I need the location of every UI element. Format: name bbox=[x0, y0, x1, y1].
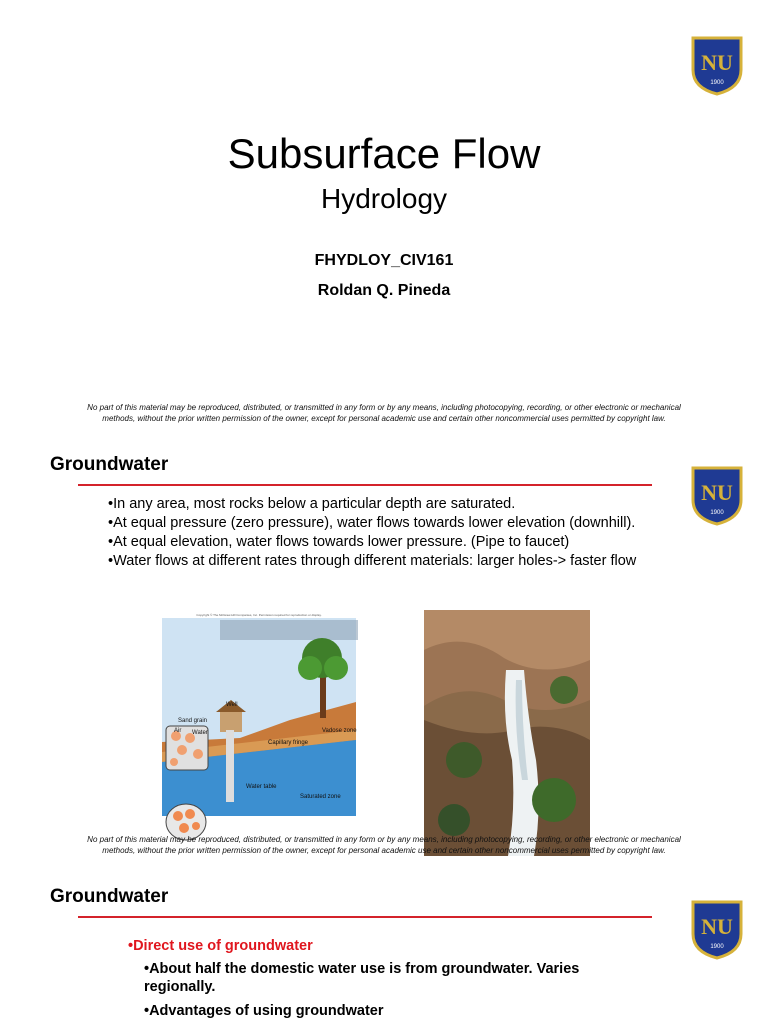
svg-text:Capillary fringe: Capillary fringe bbox=[268, 740, 309, 746]
university-logo-icon bbox=[689, 34, 745, 96]
slide-title: Subsurface Flow bbox=[227, 130, 541, 177]
svg-text:1900: 1900 bbox=[710, 510, 724, 516]
svg-text:NU: NU bbox=[701, 50, 733, 75]
course-code: FHYDLOY_CIV161 bbox=[314, 252, 454, 269]
list-item: •Water flows at different rates through different materials: larger holes-> faster flow bbox=[108, 553, 637, 569]
list-item: •In any area, most rocks below a particular depth are saturated. bbox=[108, 496, 516, 512]
svg-text:Water: Water bbox=[192, 730, 208, 736]
disclaimer-line: methods, without the prior written permission of the owner, except for personal academic use and certain other noncommercial uses permitted by copyright law. bbox=[102, 846, 666, 855]
svg-text:Sand grain: Sand grain bbox=[178, 718, 208, 724]
divider bbox=[78, 484, 652, 486]
divider bbox=[78, 916, 652, 918]
bullet-list bbox=[108, 497, 648, 573]
groundwater-uses-slide bbox=[0, 860, 768, 1024]
svg-text:Copyright © The McGraw-Hill Co: Copyright © The McGraw-Hill Companies, Inc. Permission required for reproduction or display. bbox=[196, 613, 322, 617]
title-slide bbox=[0, 0, 768, 440]
svg-text:NU: NU bbox=[701, 914, 733, 939]
copyright-disclaimer bbox=[50, 834, 718, 856]
waterfall-photo bbox=[424, 610, 590, 856]
groundwater-slide bbox=[0, 440, 768, 860]
svg-text:Well: Well bbox=[226, 702, 238, 708]
list-item: •About half the domestic water use is from groundwater. Varies regionally. bbox=[144, 961, 580, 995]
university-logo-icon bbox=[689, 464, 745, 526]
disclaimer-line: methods, without the prior written permission of the owner, except for personal academic use and certain other noncommercial uses permitted by copyright law. bbox=[102, 414, 666, 423]
svg-text:Air: Air bbox=[174, 728, 182, 734]
slide-subtitle: Hydrology bbox=[320, 183, 448, 214]
svg-text:Vadose zone: Vadose zone bbox=[322, 728, 357, 734]
list-item: •At equal pressure (zero pressure), water flows towards lower elevation (downhill). bbox=[108, 515, 636, 531]
university-logo-icon bbox=[689, 898, 745, 960]
svg-text:NU: NU bbox=[701, 480, 733, 505]
bullet-heading: •Direct use of groundwater bbox=[128, 938, 313, 954]
disclaimer-line: No part of this material may be reproduced, distributed, or transmitted in any form or by any means, including photocopying, recording, or other electronic or mechanical bbox=[87, 835, 681, 844]
svg-text:Water table: Water table bbox=[246, 784, 277, 790]
list-item: •At equal elevation, water flows towards lower pressure. (Pipe to faucet) bbox=[108, 534, 570, 550]
groundwater-diagram bbox=[160, 612, 358, 842]
author-name: Roldan Q. Pineda bbox=[317, 282, 451, 299]
svg-text:1900: 1900 bbox=[710, 944, 724, 950]
disclaimer-line: No part of this material may be reproduced, distributed, or transmitted in any form or by any means, including photocopying, recording, or other electronic or mechanical bbox=[87, 403, 681, 412]
section-heading: Groundwater bbox=[50, 886, 169, 907]
copyright-disclaimer bbox=[50, 402, 718, 424]
svg-text:1900: 1900 bbox=[710, 80, 724, 86]
list-item: •Advantages of using groundwater bbox=[144, 1003, 384, 1019]
section-heading: Groundwater bbox=[50, 454, 169, 475]
svg-text:Saturated zone: Saturated zone bbox=[300, 794, 341, 800]
